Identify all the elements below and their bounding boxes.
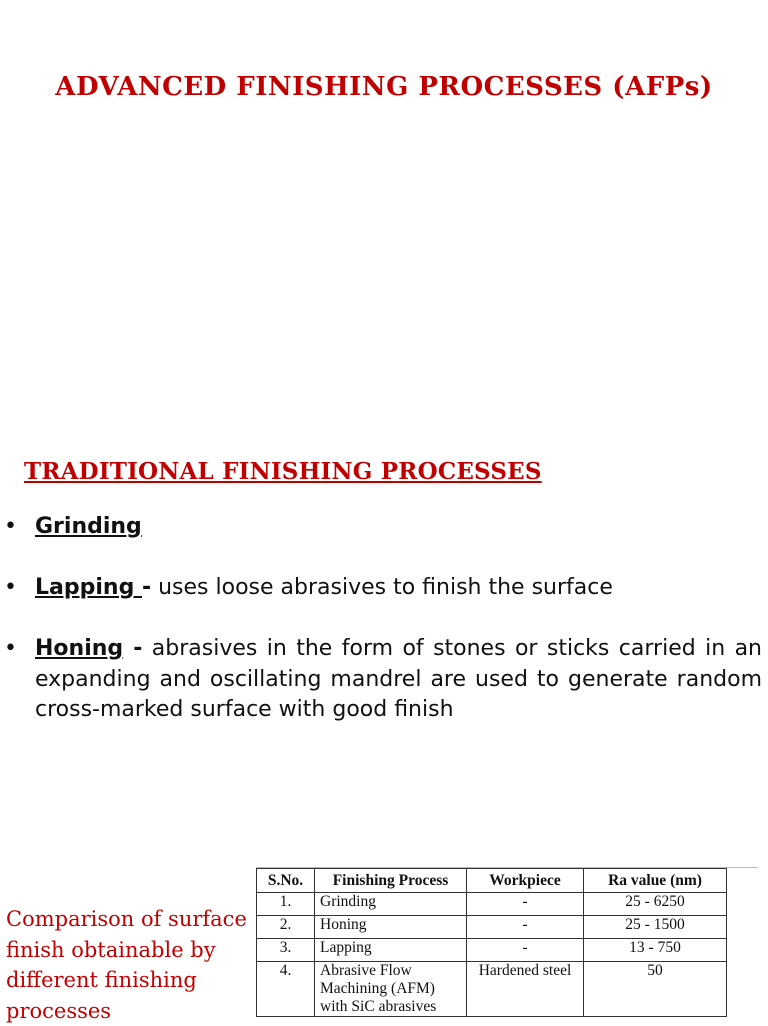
page-title: ADVANCED FINISHING PROCESSES (AFPs) (55, 72, 713, 102)
header-process: Finishing Process (315, 869, 467, 893)
bullet-term: Honing (35, 636, 124, 661)
bullet-description: uses loose abrasives to finish the surface (151, 575, 613, 600)
bullet-dot-icon: • (4, 514, 17, 539)
cell-ra-value: 25 - 6250 (584, 893, 727, 916)
cell-sno: 2. (257, 916, 315, 939)
table-row (257, 962, 727, 1017)
bullet-term: Grinding (35, 514, 142, 539)
comparison-table (256, 868, 727, 1017)
cell-process: Honing (315, 916, 467, 939)
cell-process: Lapping (315, 939, 467, 962)
cell-ra-value: 25 - 1500 (584, 916, 727, 939)
cell-sno: 1. (257, 893, 315, 916)
bullet-dot-icon: • (4, 636, 17, 661)
bullet-term: Lapping (35, 575, 142, 600)
cell-workpiece: Hardened steel (467, 962, 584, 1017)
header-sno: S.No. (257, 869, 315, 893)
cell-process: Grinding (315, 893, 467, 916)
bullet-text (35, 573, 762, 604)
bullet-dot-icon: • (4, 575, 17, 600)
cell-workpiece: - (467, 939, 584, 962)
cell-workpiece: - (467, 893, 584, 916)
bullet-dash: - (141, 575, 152, 600)
bullet-dash: - (123, 636, 143, 661)
bullet-description: abrasives in the form of stones or sticks carried in an expanding and oscillating mandrel are used to generate random cross-marked surface with good finish (35, 636, 762, 722)
cell-ra-value: 50 (584, 962, 727, 1017)
section-title: TRADITIONAL FINISHING PROCESSES (24, 458, 542, 485)
cell-sno: 4. (257, 962, 315, 1017)
cell-sno: 3. (257, 939, 315, 962)
cell-process: Abrasive Flow Machining (AFM) with SiC abrasives (315, 962, 467, 1017)
table-row (257, 916, 727, 939)
bullet-text (35, 512, 762, 543)
header-workpiece: Workpiece (467, 869, 584, 893)
cell-ra-value: 13 - 750 (584, 939, 727, 962)
cell-workpiece: - (467, 916, 584, 939)
table-row (257, 939, 727, 962)
header-ra-value: Ra value (nm) (584, 869, 727, 893)
table-caption: Comparison of surface finish obtainable by different finishing processes (6, 907, 247, 1023)
comparison-table-container (256, 867, 758, 1017)
table-row (257, 893, 727, 916)
bullet-text (35, 634, 762, 726)
table-header-row (257, 869, 727, 893)
